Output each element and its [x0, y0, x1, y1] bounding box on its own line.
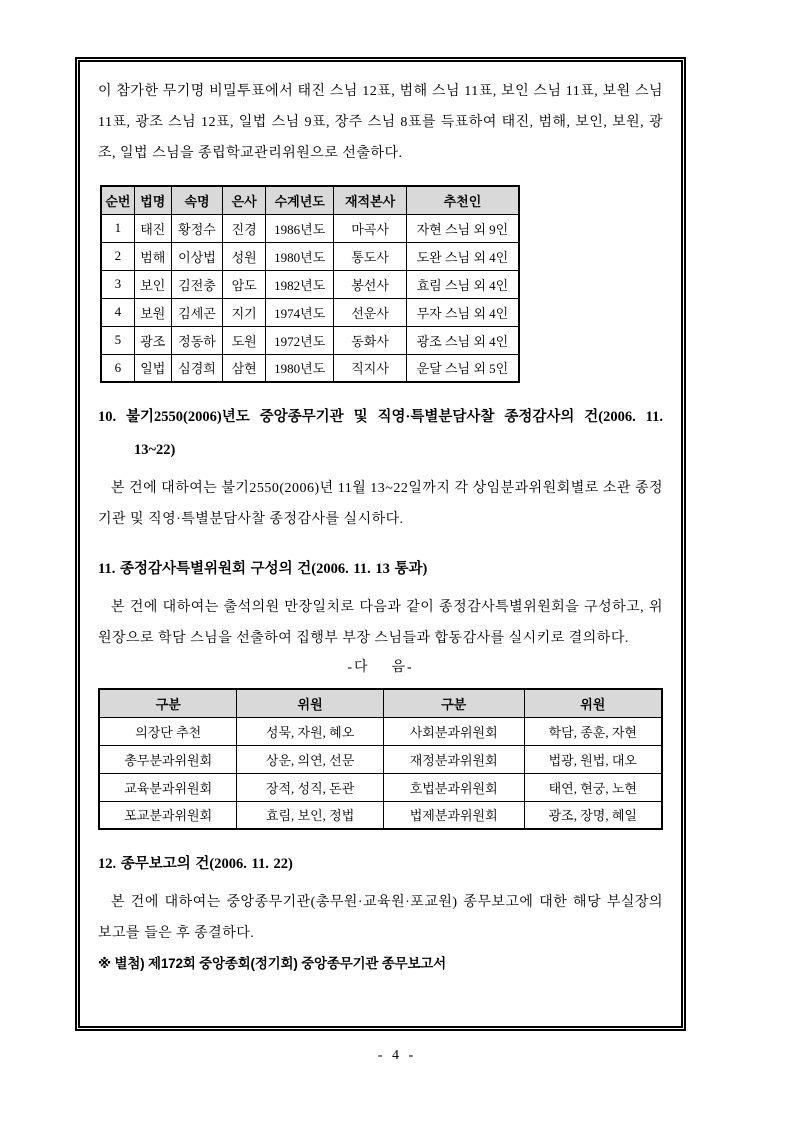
intro-paragraph: 이 참가한 무기명 비밀투표에서 태진 스님 12표, 범해 스님 11표, 보인 스님 11표, 보원 스님 11표, 광조 스님 12표, 일법 스님 9표, 장주 스님 8표를 득표하여 태진, 범해, 보인, 보원, 광조, 일법 스님을 종립학교관리위원으로 선출하다.: [98, 84, 663, 161]
table-cell: 법광, 원법, 대오: [524, 745, 662, 773]
table-row: [99, 801, 662, 829]
table-cell: 이상법: [171, 242, 222, 270]
page-number: - 4 -: [377, 1048, 417, 1063]
table-cell: 1982년도: [266, 270, 334, 298]
table-cell: 선운사: [334, 298, 407, 326]
table-row: [101, 298, 519, 326]
section-11-heading: 11. 종정감사특별위원회 구성의 건(2006. 11. 13 통과): [98, 561, 428, 577]
table-cell: 마곡사: [334, 214, 407, 242]
table-cell: 1986년도: [266, 214, 334, 242]
table-cell: 광조: [134, 326, 171, 354]
header-row: [99, 689, 662, 717]
table-cell: 6: [101, 354, 134, 382]
table-cell: 1: [101, 214, 134, 242]
table-row: [101, 354, 519, 382]
table-cell: 교육분과위원회: [99, 773, 237, 801]
column-header: 재적본사: [334, 186, 407, 214]
table-cell: 무자 스님 외 4인: [406, 298, 519, 326]
table-cell: 1980년도: [266, 242, 334, 270]
audit-committee-table: [98, 688, 663, 830]
table-cell: 성묵, 자원, 혜오: [237, 717, 383, 745]
table-row: [99, 773, 662, 801]
section-11-body: 본 건에 대하여는 출석의원 만장일치로 다음과 같이 종정감사특별위원회을 구성하고, 위원장으로 학담 스님을 선출하여 집행부 부장 스님들과 합동감사를 실시키로 결의하다.: [98, 600, 663, 646]
table-cell: 봉선사: [334, 270, 407, 298]
table-cell: 보원: [134, 298, 171, 326]
table-cell: 광조 스님 외 4인: [406, 326, 519, 354]
table-cell: 통도사: [334, 242, 407, 270]
table-cell: 범해: [134, 242, 171, 270]
section-10-heading: 10. 불기2550(2006)년도 중앙종무기관 및 직영·특별분담사찰 종정감사의 건(2006. 11. 13~22): [98, 409, 663, 458]
da-eum-divider: -다 음-: [347, 660, 414, 675]
table-row: [101, 242, 519, 270]
table-cell: 자현 스님 외 9인: [406, 214, 519, 242]
table-cell: 4: [101, 298, 134, 326]
table-cell: 보인: [134, 270, 171, 298]
table-cell: 일법: [134, 354, 171, 382]
table-cell: 장적, 성직, 돈관: [237, 773, 383, 801]
table-cell: 김전충: [171, 270, 222, 298]
table-cell: 심경희: [171, 354, 222, 382]
table-row: [99, 717, 662, 745]
table-cell: 효림 스님 외 4인: [406, 270, 519, 298]
table-cell: 효림, 보인, 정법: [237, 801, 383, 829]
elected-monks-table: [100, 185, 520, 383]
section-12-heading: 12. 종무보고의 건(2006. 11. 22): [98, 856, 293, 872]
table-cell: 1972년도: [266, 326, 334, 354]
table-cell: 1974년도: [266, 298, 334, 326]
column-header: 은사: [223, 186, 266, 214]
table-cell: 상운, 의연, 선문: [237, 745, 383, 773]
table-cell: 정동하: [171, 326, 222, 354]
table-cell: 황정수: [171, 214, 222, 242]
table-cell: 직지사: [334, 354, 407, 382]
column-header: 수계년도: [266, 186, 334, 214]
table-row: [101, 270, 519, 298]
column-header: 속명: [171, 186, 222, 214]
attachment-note: ※ 별첨) 제172회 중앙종회(정기회) 중앙종무기관 종무보고서: [98, 956, 446, 971]
table-cell: 광조, 장명, 혜일: [524, 801, 662, 829]
column-header: 위원: [524, 689, 662, 717]
table-cell: 도원: [223, 326, 266, 354]
table-cell: 학담, 종훈, 자현: [524, 717, 662, 745]
table-cell: 성원: [223, 242, 266, 270]
table-row: [101, 326, 519, 354]
table-cell: 운달 스님 외 5인: [406, 354, 519, 382]
table-cell: 동화사: [334, 326, 407, 354]
column-header: 추천인: [406, 186, 519, 214]
table-cell: 법제분과위원회: [383, 801, 524, 829]
table-cell: 지기: [223, 298, 266, 326]
column-header: 구분: [99, 689, 237, 717]
table-cell: 5: [101, 326, 134, 354]
table-cell: 호법분과위원회: [383, 773, 524, 801]
table-cell: 3: [101, 270, 134, 298]
section-10-body: 본 건에 대하여는 불기2550(2006)년 11월 13~22일까지 각 상임분과위원회별로 소관 종정기관 및 직영·특별분담사찰 종정감사를 실시하다.: [98, 481, 663, 527]
column-header: 위원: [237, 689, 383, 717]
table-cell: 태연, 현궁, 노현: [524, 773, 662, 801]
table-cell: 암도: [223, 270, 266, 298]
table-cell: 의장단 추천: [99, 717, 237, 745]
table-cell: 도완 스님 외 4인: [406, 242, 519, 270]
column-header: 법명: [134, 186, 171, 214]
table-cell: 진경: [223, 214, 266, 242]
section-12-body: 본 건에 대하여는 중앙종무기관(총무원·교육원·포교원) 종무보고에 대한 해당 부실장의 보고를 들은 후 종결하다.: [98, 895, 663, 941]
table-cell: 삼현: [223, 354, 266, 382]
table-cell: 총무분과위원회: [99, 745, 237, 773]
table-cell: 태진: [134, 214, 171, 242]
table-cell: 1980년도: [266, 354, 334, 382]
table-cell: 재정분과위원회: [383, 745, 524, 773]
table-cell: 사회분과위원회: [383, 717, 524, 745]
column-header: 순번: [101, 186, 134, 214]
table-row: [101, 214, 519, 242]
column-header: 구분: [383, 689, 524, 717]
table-cell: 2: [101, 242, 134, 270]
table-row: [99, 745, 662, 773]
table-cell: 포교분과위원회: [99, 801, 237, 829]
header-row: [101, 186, 519, 214]
table-cell: 김세곤: [171, 298, 222, 326]
page-border-frame: [75, 57, 686, 1031]
